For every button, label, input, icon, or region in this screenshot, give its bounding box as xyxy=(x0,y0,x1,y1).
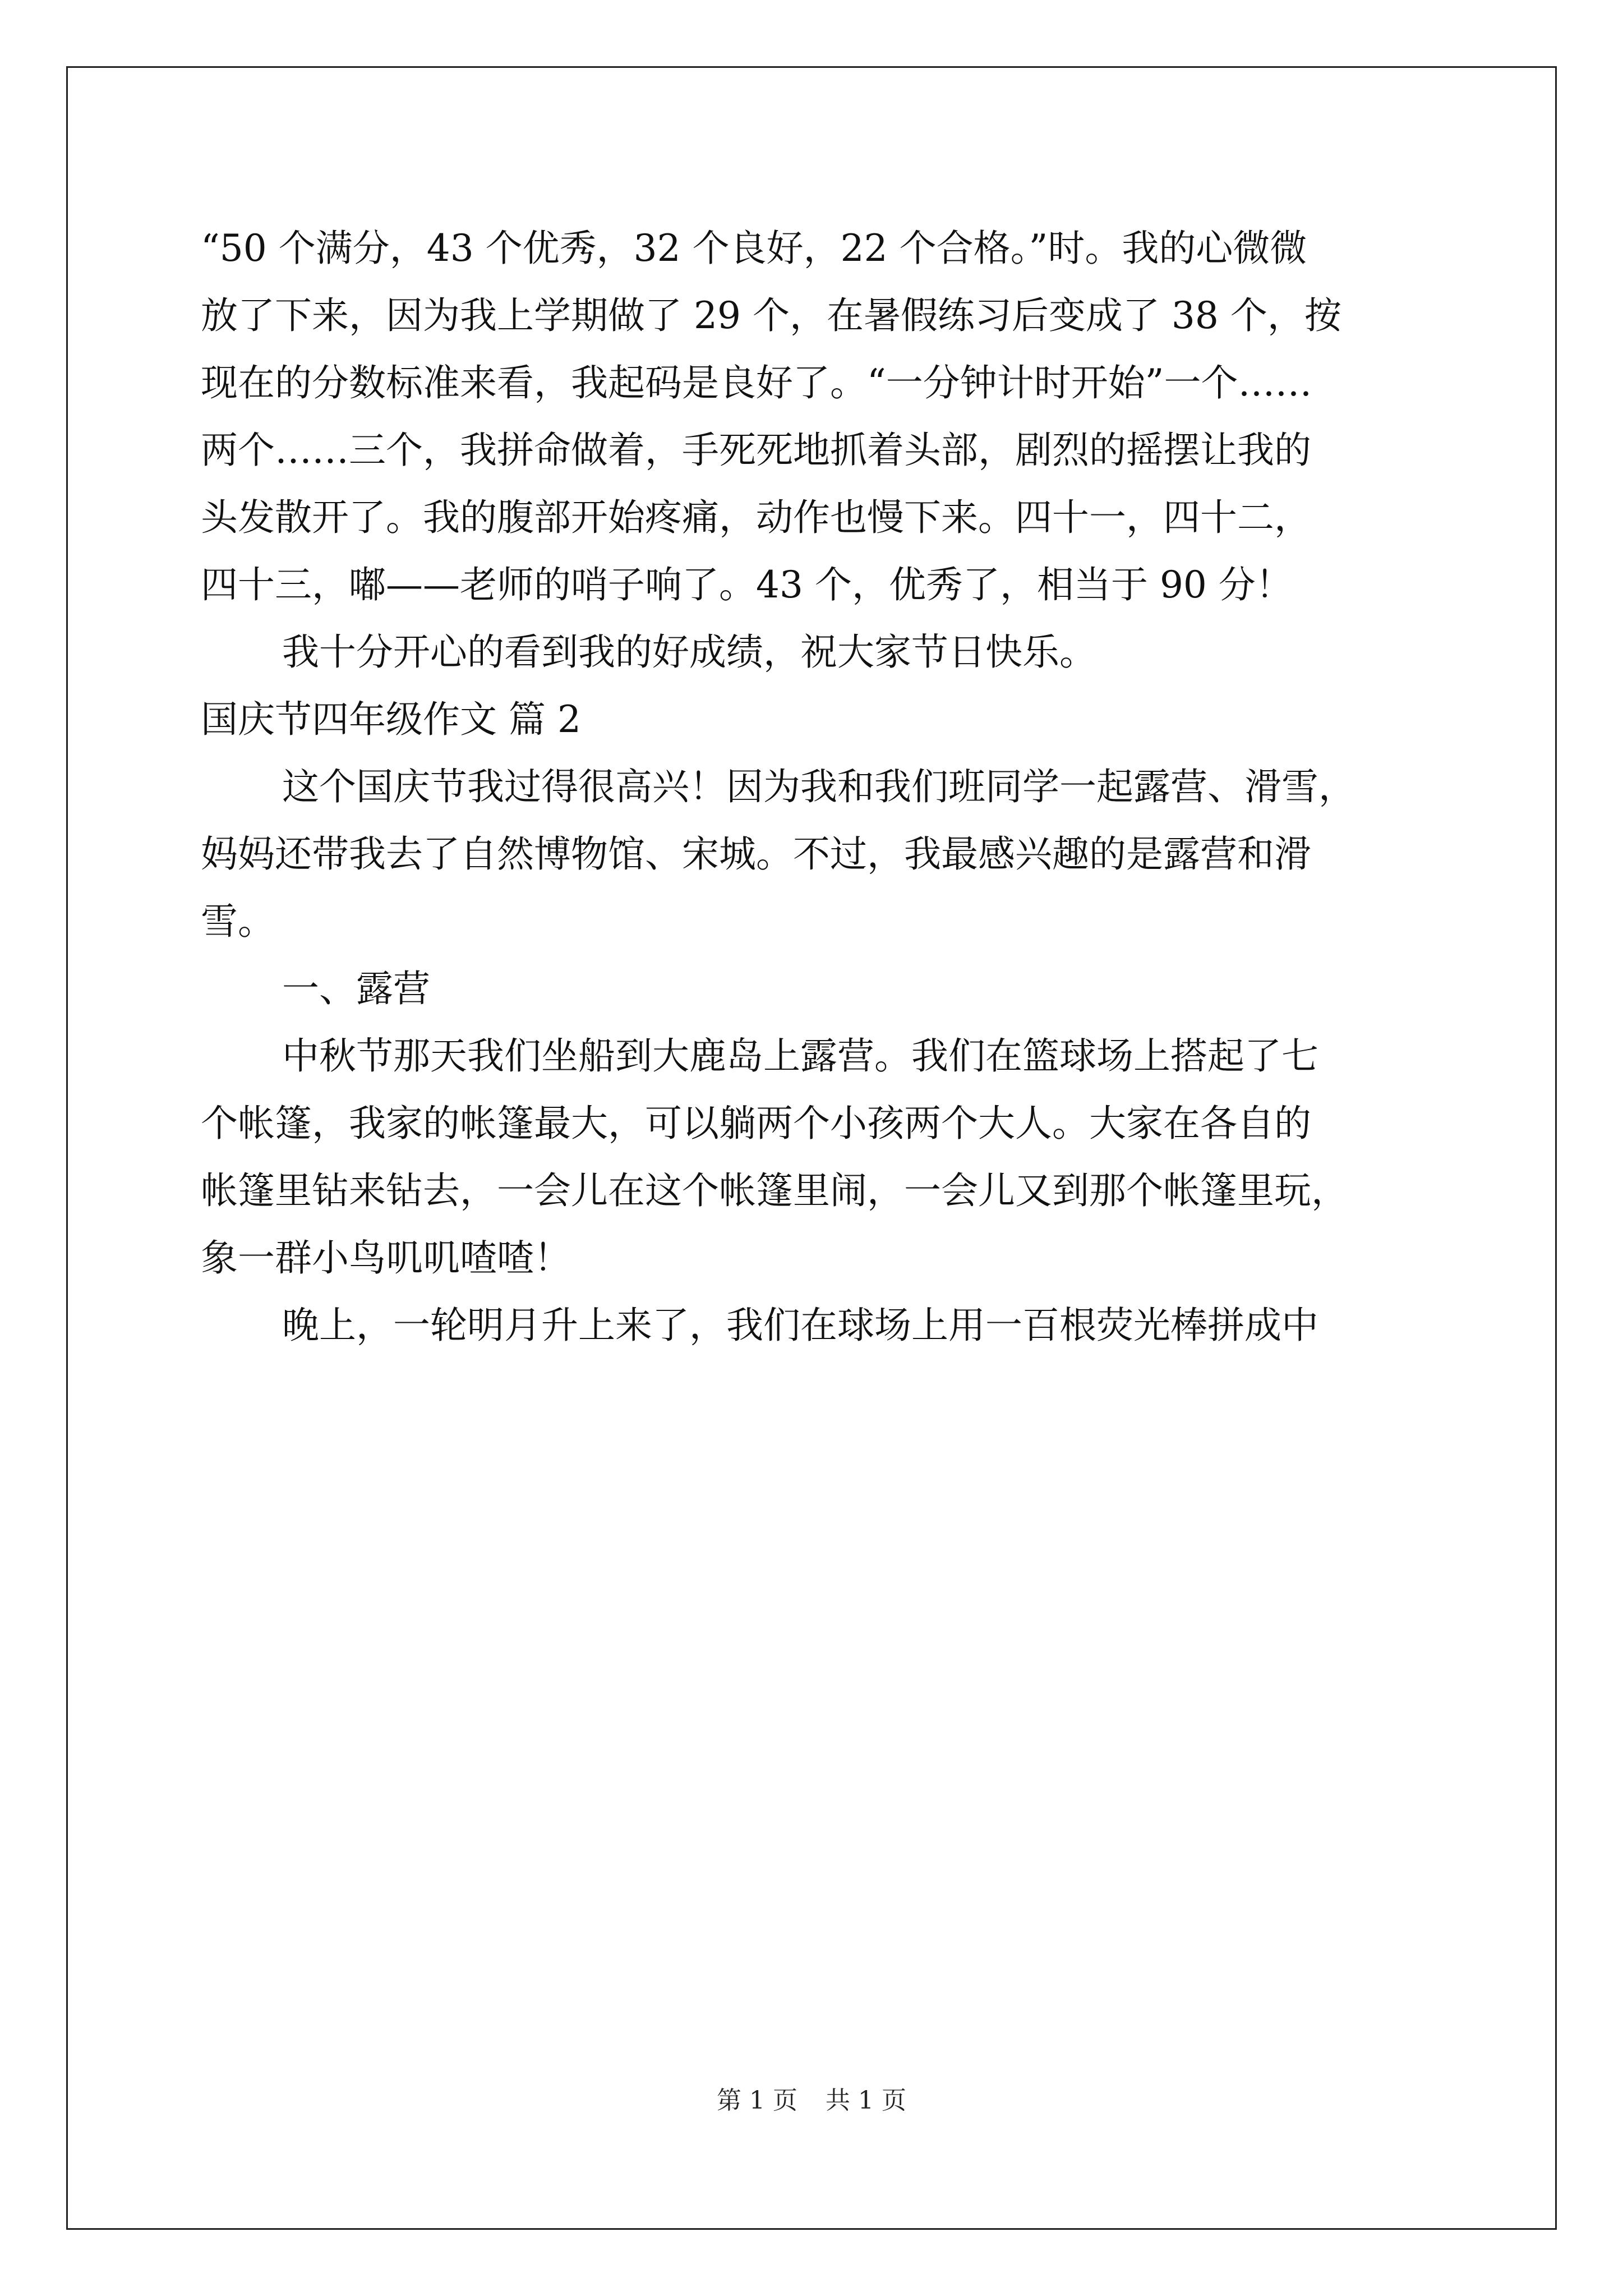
text-line-2: 放了下来，因为我上学期做了 29 个，在暑假练习后变成了 38 个，按 xyxy=(201,294,1341,337)
text-line-1: “50 个满分，43 个优秀，32 个良好，22 个合格。”时。我的心微微 xyxy=(201,227,1307,270)
page-total: 共 1 页 xyxy=(826,2086,906,2115)
text-line-6: 四十三，嘟——老师的哨子响了。43 个，优秀了，相当于 90 分！ xyxy=(201,563,1293,606)
text-line-9: 这个国庆节我过得很高兴！因为我和我们班同学一起露营、滑雪， xyxy=(282,765,1355,808)
text-line-7: 我十分开心的看到我的好成绩，祝大家节日快乐。 xyxy=(282,631,1096,674)
text-line-5: 头发散开了。我的腹部开始疼痛，动作也慢下来。四十一，四十二， xyxy=(201,496,1311,539)
subheading-camping: 一、露营 xyxy=(282,967,430,1010)
text-line-16: 象一群小鸟叽叽喳喳！ xyxy=(201,1236,571,1280)
text-line-3: 现在的分数标准来看，我起码是良好了。“一分钟计时开始”一个…… xyxy=(201,361,1312,404)
text-line-17: 晚上，一轮明月升上来了，我们在球场上用一百根荧光棒拼成中 xyxy=(282,1304,1318,1347)
text-line-4: 两个……三个，我拼命做着，手死死地抓着头部，剧烈的摇摆让我的 xyxy=(201,429,1311,472)
text-line-15: 帐篷里钻来钻去，一会儿在这个帐篷里闹，一会儿又到那个帐篷里玩， xyxy=(201,1169,1348,1212)
text-line-10: 妈妈还带我去了自然博物馆、宋城。不过，我最感兴趣的是露营和滑 xyxy=(201,832,1311,876)
section-heading: 国庆节四年级作文 篇 2 xyxy=(201,698,581,741)
text-line-13: 中秋节那天我们坐船到大鹿岛上露营。我们在篮球场上搭起了七 xyxy=(282,1034,1318,1078)
page-footer xyxy=(0,2084,1623,2118)
text-line-11: 雪。 xyxy=(201,900,275,943)
page-number: 第 1 页 xyxy=(717,2086,797,2115)
text-line-14: 个帐篷，我家的帐篷最大，可以躺两个小孩两个大人。大家在各自的 xyxy=(201,1102,1311,1145)
document-body xyxy=(201,215,1435,1359)
